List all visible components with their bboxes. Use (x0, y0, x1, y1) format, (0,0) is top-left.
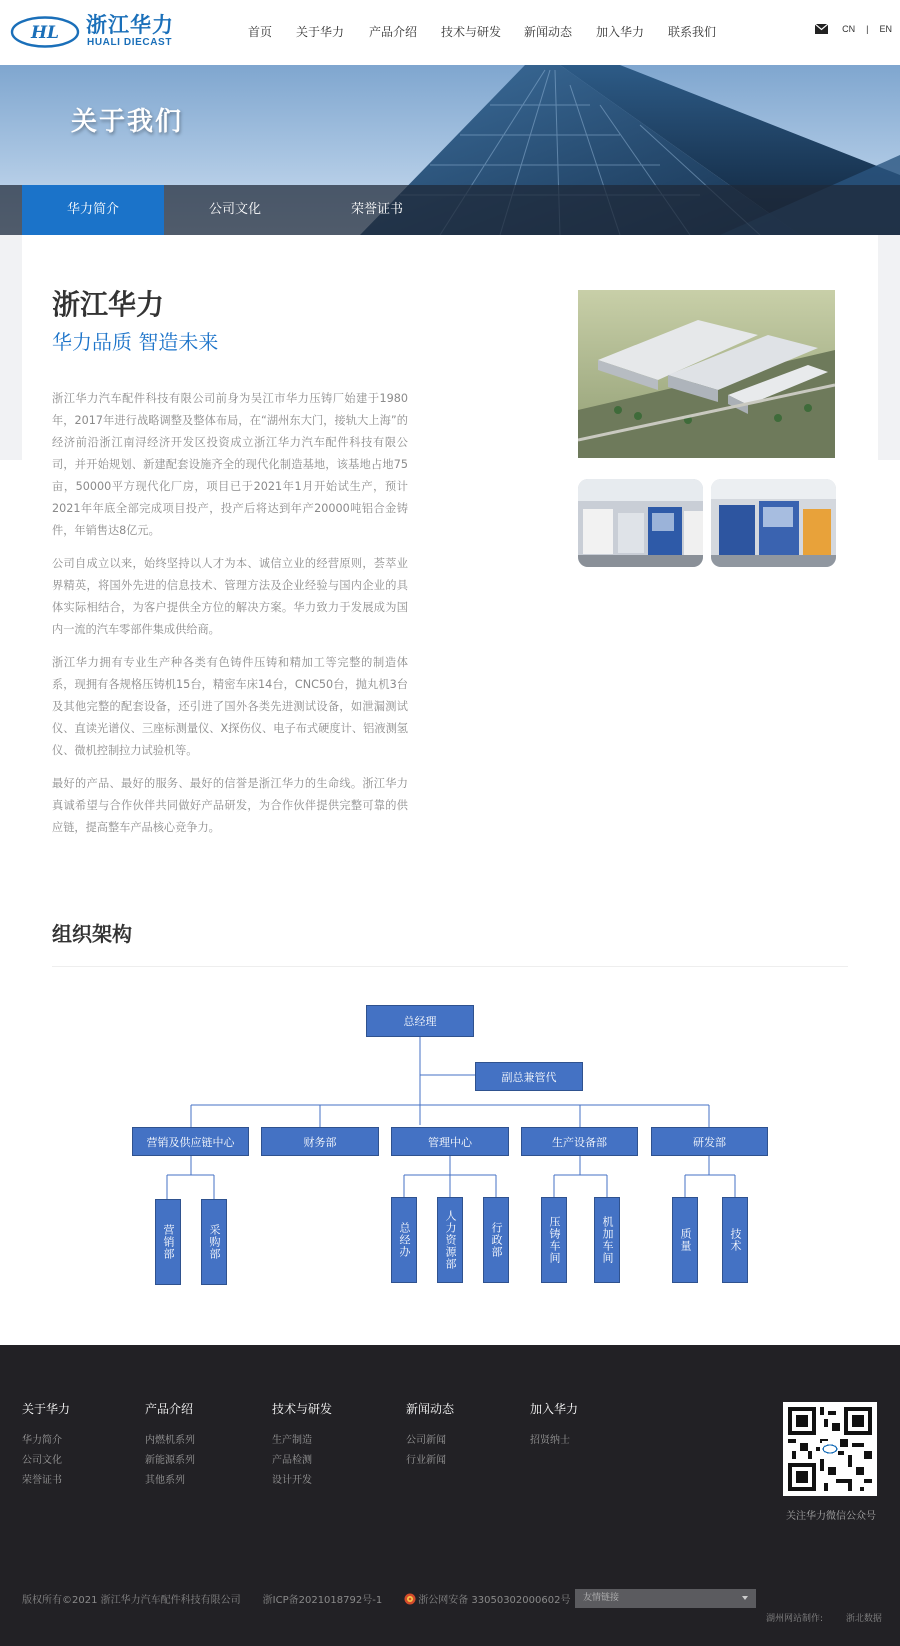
footer-col-heading[interactable]: 加入华力 (530, 1402, 579, 1416)
icp-link[interactable]: 浙ICP备2021018792号-1 (262, 1595, 383, 1606)
footer-link[interactable]: 产品检测 (272, 1455, 312, 1466)
site-logo[interactable] (10, 14, 175, 50)
org-ceo-box: 总经理 (366, 1005, 474, 1037)
nav-tech[interactable]: 技术与研发 (441, 25, 502, 39)
nav-news[interactable]: 新闻动态 (524, 25, 573, 39)
footer-link[interactable]: 其他系列 (145, 1475, 185, 1486)
copyright-text: 版权所有©2021 浙江华力汽车配件科技有限公司 (22, 1595, 241, 1606)
police-record-link[interactable]: 浙公网安备 33050302000602号 (418, 1595, 571, 1606)
banner-title: 关于我们 (71, 107, 184, 137)
site-footer (0, 1345, 900, 1646)
nav-contact[interactable]: 联系我们 (668, 25, 717, 39)
intro-slogan: 华力品质 智造未来 (52, 330, 219, 354)
footer-bottom-bar (22, 1591, 570, 1606)
footer-col-heading[interactable]: 产品介绍 (145, 1402, 194, 1416)
lang-cn[interactable]: CN (842, 24, 856, 34)
footer-col-heading[interactable]: 技术与研发 (272, 1402, 333, 1416)
logo-english-name: HUALI DIECAST (87, 37, 173, 48)
page-banner (0, 65, 900, 235)
org-unit-machining-workshop: 机加车间 (594, 1197, 620, 1283)
org-unit-technology: 技术 (722, 1197, 748, 1283)
maker-link[interactable]: 浙北数据 (845, 1614, 882, 1624)
org-unit-quality: 质量 (672, 1197, 698, 1283)
subnav-tab-honors[interactable]: 荣誉证书 (350, 202, 403, 217)
org-dept-finance: 财务部 (261, 1127, 379, 1156)
intro-title: 浙江华力 (52, 288, 165, 321)
nav-home[interactable]: 首页 (248, 25, 273, 39)
org-unit-hr: 人力资源部 (437, 1197, 463, 1283)
org-dept-management: 管理中心 (391, 1127, 509, 1156)
footer-link[interactable]: 华力简介 (22, 1435, 62, 1446)
intro-paragraph: 浙江华力拥有专业生产种各类有色铸件压铸和精加工等完整的制造体系，现拥有各规格压铸机15台，精密车床14台，CNC50台，抛丸机3台及其他完整的配套设备，还引进了国外各类先进测试设备，如泄漏测试仪、直读光谱仪、三座标测量仪、X探伤仪、电子布式硬度计、铝液测氢仪、微机控制拉力试验机等。 (52, 656, 408, 757)
org-unit-gm-office: 总经办 (391, 1197, 417, 1283)
footer-col-join (530, 1401, 578, 1451)
language-switcher (815, 24, 892, 34)
workshop-photo-2 (711, 479, 836, 567)
org-chart (0, 995, 900, 1300)
footer-link[interactable]: 内燃机系列 (145, 1435, 195, 1446)
footer-col-about (22, 1401, 70, 1491)
intro-paragraph: 公司自成立以来，始终坚持以人才为本、诚信立业的经营原则，荟萃业界精英，将国外先进的信息技术、管理方法及企业经验与国内企业的具体实际相结合，为客户提供全方位的解决方案。华力致力于发展成为国内一流的汽车零部件集成供给商。 (52, 557, 408, 636)
wechat-qr-code (783, 1402, 877, 1496)
footer-col-heading[interactable]: 新闻动态 (406, 1402, 455, 1416)
nav-about[interactable]: 关于华力 (296, 25, 345, 39)
footer-link[interactable]: 行业新闻 (406, 1455, 446, 1466)
site-maker (766, 1611, 882, 1624)
org-dept-production: 生产设备部 (521, 1127, 638, 1156)
intro-paragraph: 最好的产品、最好的服务、最好的信誉是浙江华力的生命线。浙江华力真诚希望与合作伙伴共同做好产品研发，为合作伙伴提供完整可靠的供应链，提高整车产品核心竞争力。 (52, 777, 408, 834)
footer-link[interactable]: 新能源系列 (145, 1455, 195, 1466)
footer-link[interactable]: 设计开发 (272, 1475, 312, 1486)
intro-body (52, 388, 408, 850)
org-unit-admin: 行政部 (483, 1197, 509, 1283)
org-unit-sales: 营销部 (155, 1199, 181, 1285)
nav-products[interactable]: 产品介绍 (369, 25, 418, 39)
logo-mark-text: HL (30, 23, 60, 43)
friend-links-select[interactable] (575, 1589, 756, 1608)
org-dept-marketing: 营销及供应链中心 (132, 1127, 249, 1156)
footer-link[interactable]: 荣誉证书 (22, 1475, 62, 1486)
org-dept-rnd: 研发部 (651, 1127, 768, 1156)
logo-chinese-name: 浙江华力 (86, 13, 174, 37)
sub-navigation (0, 185, 900, 235)
logo-mark-icon (10, 16, 80, 48)
footer-col-news (406, 1401, 454, 1471)
footer-col-tech (272, 1401, 332, 1491)
footer-col-products (145, 1401, 195, 1491)
lang-en[interactable]: EN (879, 24, 892, 34)
main-nav (248, 22, 728, 42)
footer-link[interactable]: 公司新闻 (406, 1435, 446, 1446)
section-divider (52, 966, 848, 967)
friend-links-placeholder: 友情链接 (583, 1593, 620, 1603)
footer-col-heading[interactable]: 关于华力 (22, 1402, 71, 1416)
mail-icon[interactable] (815, 24, 828, 34)
org-unit-purchasing: 采购部 (201, 1199, 227, 1285)
org-unit-diecast-workshop: 压铸车间 (541, 1197, 567, 1283)
chevron-down-icon (742, 1596, 748, 1600)
footer-link[interactable]: 公司文化 (22, 1455, 62, 1466)
lang-separator: | (866, 24, 869, 34)
intro-paragraph: 浙江华力汽车配件科技有限公司前身为吴江市华力压铸厂始建于1980年，2017年进行战略调整及整体布局，在“湖州东大门，接轨大上海”的经济前沿浙江南浔经济开发区投资成立浙江华力汽车配件科技有限公司，并开始规划、新建配套设施齐全的现代化制造基地，该基地占地75亩，50000平方现代化厂房，项目已于2021年1月开始试生产，预计2021年年底全部完成项目投产，投产后将达到年产20000吨铝合金铸件，年销售达8亿元。 (52, 392, 408, 537)
footer-link[interactable]: 生产制造 (272, 1435, 312, 1446)
factory-aerial-photo (578, 290, 835, 458)
workshop-photo-1 (578, 479, 703, 567)
subnav-tab-intro[interactable]: 华力简介 (22, 185, 164, 235)
org-section-title: 组织架构 (52, 922, 132, 946)
subnav-tab-culture[interactable]: 公司文化 (208, 202, 261, 217)
site-header (0, 0, 900, 65)
nav-join[interactable]: 加入华力 (596, 25, 645, 39)
maker-label: 湖州网站制作: (766, 1614, 824, 1624)
police-badge-icon (404, 1593, 416, 1605)
qr-caption: 关注华力微信公众号 (786, 1511, 876, 1522)
footer-link[interactable]: 招贤纳士 (530, 1435, 570, 1446)
org-deputy-box: 副总兼管代 (475, 1062, 583, 1091)
